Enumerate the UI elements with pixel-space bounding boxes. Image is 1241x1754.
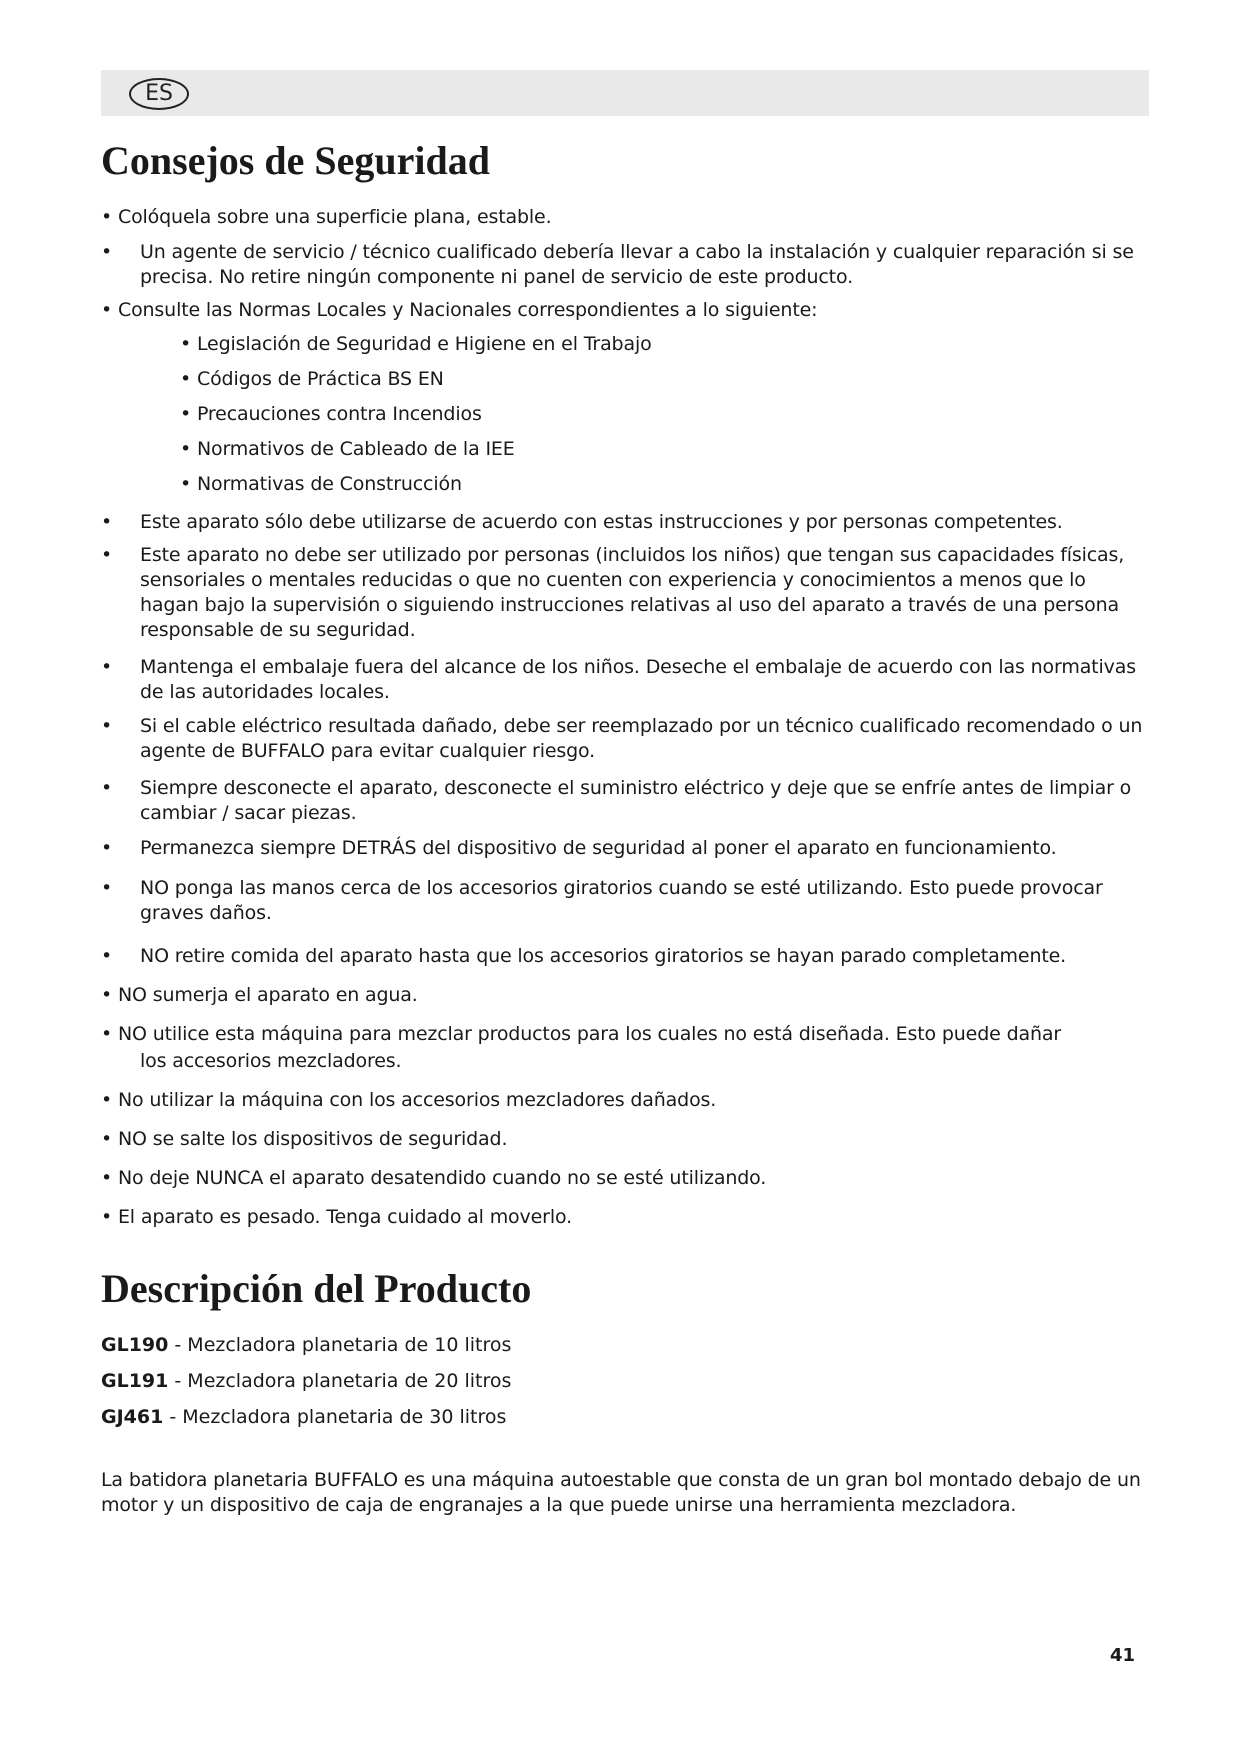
bullet: • [101, 656, 113, 678]
product-description: La batidora planetaria BUFFALO es una máquina autoestable que consta de un gran bol montado debajo de un motor y un dispositivo de caja de engranajes a la que puede unirse una herramienta mezcladora. [101, 1469, 1141, 1516]
list-item: Un agente de servicio / técnico cualificado debería llevar a cabo la instalación y cualquier reparación si se precisa. No retire ningún componente ni panel de servicio de este producto. [140, 241, 1134, 288]
product-desc: - Mezcladora planetaria de 20 litros [168, 1370, 512, 1392]
list-item: • NO sumerja el aparato en agua. [101, 984, 418, 1006]
sub-list-item: • Códigos de Práctica BS EN [180, 368, 444, 390]
list-item: Si el cable eléctrico resultada dañado, debe ser reemplazado por un técnico cualificado recomendado o un agente de BUFFALO para evitar cualquier riesgo. [140, 715, 1143, 762]
list-item: • NO utilice esta máquina para mezclar productos para los cuales no está diseñada. Esto puede dañar [101, 1023, 1062, 1045]
product-line [101, 1369, 511, 1394]
sub-list-item: • Legislación de Seguridad e Higiene en el Trabajo [180, 333, 652, 355]
sub-list-item: • Normativos de Cableado de la IEE [180, 438, 515, 460]
bullet: • [101, 777, 113, 799]
page-number: 41 [1110, 1645, 1136, 1666]
product-code: GL191 [101, 1370, 169, 1392]
list-item: Este aparato sólo debe utilizarse de acuerdo con estas instrucciones y por personas competentes. [140, 511, 1063, 533]
list-item: NO retire comida del aparato hasta que los accesorios giratorios se hayan parado completamente. [140, 945, 1067, 967]
sub-list-item: • Normativas de Construcción [180, 473, 462, 495]
language-header-bar [101, 70, 1149, 116]
bullet: • [101, 241, 113, 263]
product-line [101, 1405, 506, 1430]
list-item: • No deje NUNCA el aparato desatendido cuando no se esté utilizando. [101, 1167, 767, 1189]
list-item: Permanezca siempre DETRÁS del dispositivo de seguridad al poner el aparato en funcionamiento. [140, 837, 1057, 859]
product-code: GJ461 [101, 1406, 164, 1428]
list-item: Siempre desconecte el aparato, desconecte el suministro eléctrico y deje que se enfríe antes de limpiar o cambiar / sacar piezas. [140, 777, 1132, 824]
sub-list-item: • Precauciones contra Incendios [180, 403, 482, 425]
language-badge: ES [129, 78, 189, 110]
product-desc: - Mezcladora planetaria de 30 litros [163, 1406, 507, 1428]
section-title-safety: Consejos de Seguridad [101, 138, 490, 183]
product-code: GL190 [101, 1334, 169, 1356]
product-line [101, 1333, 511, 1358]
list-item: Mantenga el embalaje fuera del alcance de los niños. Deseche el embalaje de acuerdo con las normativas de las autoridades locales. [140, 656, 1136, 703]
list-item: NO ponga las manos cerca de los accesorios giratorios cuando se esté utilizando. Esto puede provocar graves daños. [140, 877, 1103, 924]
list-item-continuation: los accesorios mezcladores. [140, 1050, 402, 1072]
bullet: • [101, 945, 113, 967]
list-item: • NO se salte los dispositivos de seguridad. [101, 1128, 508, 1150]
bullet: • [101, 877, 113, 899]
list-item: • Consulte las Normas Locales y Nacionales correspondientes a lo siguiente: [101, 299, 818, 321]
list-item: • No utilizar la máquina con los accesorios mezcladores dañados. [101, 1089, 717, 1111]
bullet: • [101, 715, 113, 737]
bullet: • [101, 511, 113, 533]
list-item: Este aparato no debe ser utilizado por personas (incluidos los niños) que tengan sus capacidades físicas, sensoriales o mentales reducidas o que no cuenten con experiencia y conocimientos a menos que lo hagan bajo la supervisión o siguiendo instrucciones relativas al uso del aparato a través de una persona responsable de su seguridad. [140, 544, 1125, 641]
product-desc: - Mezcladora planetaria de 10 litros [168, 1334, 512, 1356]
bullet: • [101, 837, 113, 859]
bullet: • [101, 544, 113, 566]
section-title-product: Descripción del Producto [101, 1266, 532, 1311]
list-item: • Colóquela sobre una superficie plana, estable. [101, 206, 552, 228]
list-item: • El aparato es pesado. Tenga cuidado al moverlo. [101, 1206, 572, 1228]
